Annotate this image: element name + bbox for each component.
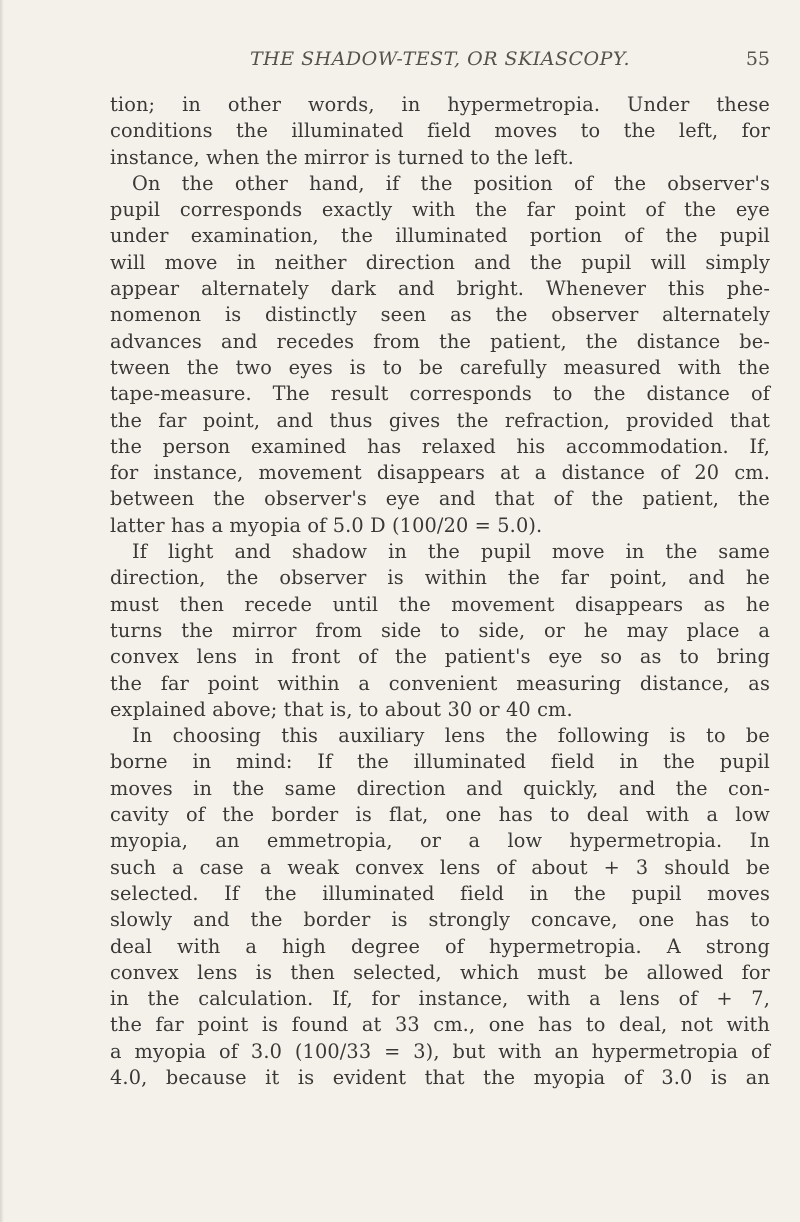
text-line: myopia, an emmetropia, or a low hypermetropia. In bbox=[110, 829, 770, 853]
text-line: for instance, movement disappears at a distance of 20 cm. bbox=[110, 461, 770, 485]
text-line: in the calculation. If, for instance, with a lens of + 7, bbox=[110, 987, 770, 1011]
text-line: instance, when the mirror is turned to the left. bbox=[110, 145, 574, 169]
text-line: borne in mind: If the illuminated field in the pupil bbox=[110, 750, 770, 774]
text-line: slowly and the border is strongly concave, one has to bbox=[110, 908, 770, 932]
text-line: convex lens is then selected, which must be allowed for bbox=[110, 960, 770, 984]
page-number: 55 bbox=[745, 48, 770, 70]
text-line: must then recede until the movement disappears as he bbox=[110, 592, 770, 616]
text-line: latter has a myopia of 5.0 D (100/20 = 5.0). bbox=[110, 513, 543, 537]
text-line: If light and shadow in the pupil move in the same bbox=[132, 540, 770, 564]
text-line: cavity of the border is flat, one has to deal with a low bbox=[110, 803, 770, 827]
text-line: the far point is found at 33 cm., one has to deal, not with bbox=[110, 1013, 770, 1037]
text-line: tape-measure. The result corresponds to the distance of bbox=[110, 382, 770, 406]
text-line: tween the two eyes is to be carefully measured with the bbox=[110, 355, 770, 379]
text-line: moves in the same direction and quickly, and the con- bbox=[110, 776, 770, 800]
text-line: nomenon is distinctly seen as the observer alternately bbox=[110, 303, 770, 327]
text-line: under examination, the illuminated portion of the pupil bbox=[110, 224, 770, 248]
text-line: turns the mirror from side to side, or he may place a bbox=[110, 618, 770, 642]
text-line: deal with a high degree of hypermetropia. A strong bbox=[110, 934, 770, 958]
page-edge bbox=[0, 0, 4, 1222]
text-line: In choosing this auxiliary lens the following is to be bbox=[132, 724, 770, 748]
text-line: pupil corresponds exactly with the far point of the eye bbox=[110, 198, 770, 222]
text-line: the person examined has relaxed his accommodation. If, bbox=[110, 434, 770, 458]
text-line: will move in neither direction and the pupil will simply bbox=[110, 250, 770, 274]
text-line: 4.0, because it is evident that the myopia of 3.0 is an bbox=[110, 1065, 770, 1089]
text-line: the far point within a convenient measuring distance, as bbox=[110, 671, 770, 695]
text-line: between the observer's eye and that of the patient, the bbox=[110, 487, 770, 511]
text-line: a myopia of 3.0 (100/33 = 3), but with an hypermetropia of bbox=[110, 1039, 770, 1063]
running-title: THE SHADOW-TEST, OR SKIASCOPY. bbox=[249, 48, 631, 70]
page-header bbox=[110, 48, 770, 82]
text-line: direction, the observer is within the far point, and he bbox=[110, 566, 770, 590]
text-line: appear alternately dark and bright. Whenever this phe- bbox=[110, 277, 770, 301]
text-line: advances and recedes from the patient, the distance be- bbox=[110, 329, 770, 353]
text-line: the far point, and thus gives the refraction, provided that bbox=[110, 408, 770, 432]
text-line: conditions the illuminated field moves to the left, for bbox=[110, 119, 770, 143]
text-line: such a case a weak convex lens of about + 3 should be bbox=[110, 855, 770, 879]
body-text bbox=[110, 92, 770, 1091]
text-line: convex lens in front of the patient's eye so as to bring bbox=[110, 645, 770, 669]
text-line: On the other hand, if the position of the observer's bbox=[132, 171, 770, 195]
text-line: explained above; that is, to about 30 or 40 cm. bbox=[110, 697, 573, 721]
text-line: selected. If the illuminated field in the pupil moves bbox=[110, 881, 770, 905]
text-line: tion; in other words, in hypermetropia. Under these bbox=[110, 93, 770, 116]
